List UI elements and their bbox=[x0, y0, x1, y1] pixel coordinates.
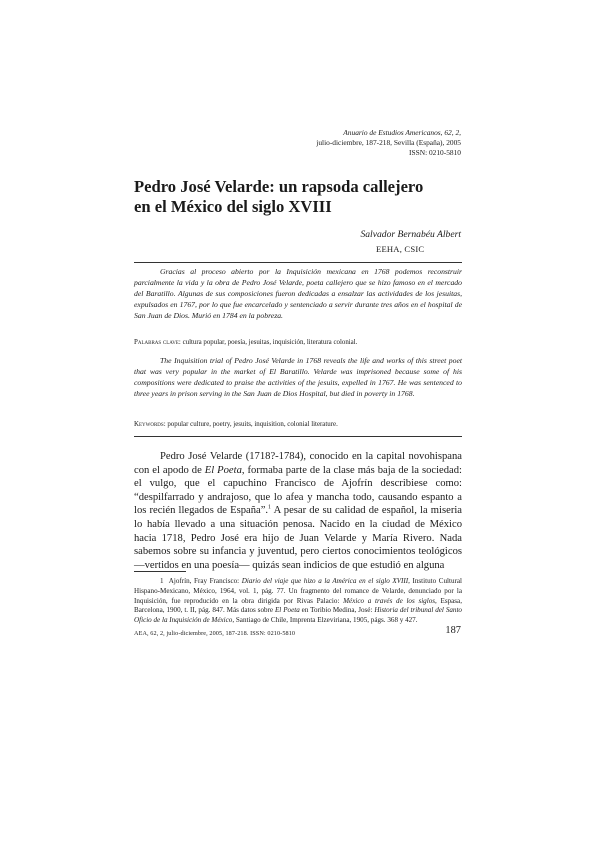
keywords-spanish-text: cultura popular, poesía, jesuitas, inquisición, literatura colonial. bbox=[182, 339, 358, 346]
footnote-text bbox=[134, 577, 462, 626]
keywords-english bbox=[134, 420, 464, 429]
page-number: 187 bbox=[445, 625, 461, 636]
author-affiliation: EEHA, CSIC bbox=[376, 244, 425, 254]
footnote-work-title: Historia del tribunal del Santo Oficio de la Inquisición de México bbox=[134, 606, 462, 625]
abstract-top-divider bbox=[134, 262, 462, 263]
abstract-english bbox=[134, 356, 462, 400]
footnote-work-title: México a través de los siglos bbox=[343, 596, 436, 605]
journal-name-line: Anuario de Estudios Americanos, 62, 2, bbox=[343, 128, 461, 137]
nickname-el-poeta: El Poeta bbox=[204, 464, 242, 476]
running-footer: AEA, 62, 2, julio-diciembre, 2005, 187-218. ISSN: 0210-5810 bbox=[134, 630, 296, 637]
abstract-bottom-divider bbox=[134, 436, 462, 437]
keywords-english-label: Keywords: bbox=[134, 421, 166, 428]
footnote-work-title: El Poeta bbox=[274, 606, 300, 615]
footnote-run: en Toribio Medina, José: bbox=[299, 606, 375, 615]
footnote-run: , Espasa, Barcelona, 1900, t. II, pág. 847. Más datos sobre bbox=[134, 596, 462, 615]
footnote-run: Ajofrín, Fray Francisco: bbox=[168, 577, 242, 585]
footnote-work-title: Diario del viaje que hizo a la América en el siglo XVIII bbox=[241, 577, 409, 585]
author-name: Salvador Bernabéu Albert bbox=[360, 229, 461, 240]
journal-citation bbox=[201, 128, 461, 158]
body-paragraph-1 bbox=[134, 450, 462, 572]
abstract-english-text: The Inquisition trial of Pedro José Velarde in 1768 reveals the life and works of this street poet that was very popular in the market of El Baratillo. Velarde was imprisoned because some of his compositions were dedicated to praise the activities of the jesuits, expelled in 1767. He was sentenced to three years in prison serving in the San Juan de Dios Hospital, but died in poverty in 1768. bbox=[134, 356, 462, 398]
body-text-run: Pedro José Velarde (1718?-1784), conocido en la capital novohispana con el apodo de bbox=[134, 451, 462, 476]
title-line-1: Pedro José Velarde: un rapsoda callejero bbox=[134, 177, 424, 196]
footnote-number: 1 bbox=[160, 577, 164, 585]
article-title bbox=[134, 177, 464, 217]
title-line-2: en el México del siglo XVIII bbox=[134, 197, 332, 216]
footnote-divider bbox=[134, 571, 186, 572]
footnote-run: , Instituto Cultural Hispano-Mexicano, México, 1964, vol. 1, pág. 77. Un fragmento del romance de Velarde, denunciado por la Inquisición, fue reproducido en la obra dirigida por Rivas Palacio: bbox=[134, 577, 463, 605]
footnote-1 bbox=[134, 577, 462, 626]
journal-issue-line: julio-diciembre, 187-218, Sevilla (España), 2005 bbox=[316, 138, 461, 147]
journal-issn-line: ISSN: 0210-5810 bbox=[409, 148, 461, 157]
footnote-reference[interactable]: 1 bbox=[268, 504, 272, 511]
keywords-english-text: popular culture, poetry, jesuits, inquisition, colonial literature. bbox=[167, 421, 338, 428]
keywords-spanish-label: Palabras clave: bbox=[134, 339, 181, 346]
abstract-spanish-text: Gracias al proceso abierto por la Inquisición mexicana en 1768 podemos reconstruir parcialmente la vida y la obra de Pedro José Velarde, poeta callejero que se hizo famoso en el mercado del Baratillo. Algunas de sus composiciones fueron dedicadas a ensalzar las actividades de los jesuitas, expulsados en 1767, por lo que fue encarcelado y sentenciado a servir durante tres años en el hospital de San Juan de Dios. Murió en 1784 en la pobreza. bbox=[134, 267, 462, 320]
body-paragraph bbox=[134, 450, 462, 572]
body-text-run: A pesar de su calidad de español, la miseria lo había llevado a una situación penosa. Nacido en la ciudad de México hacia 1718, Pedro José era hijo de Juan Velarde y María Rivero. Nada sabemos sobre su infancia y juventud, pero ciertos conocimientos teológicos —vertidos en una poesía— quizás sean indicios de que estudió en alguna bbox=[134, 505, 462, 571]
abstract-spanish bbox=[134, 267, 462, 322]
keywords-spanish bbox=[134, 338, 464, 347]
body-text-run: , formaba parte de la clase más baja de la sociedad: el vulgo, que el capuchino Francisco de Ajofrín describiese como: “despilfarrado y andrajoso, que lo afea y mancha todo, causando espanto a los recién llegados de España”. bbox=[134, 464, 462, 517]
footnote-run: , Santiago de Chile, Imprenta Elzeviriana, 1905, págs. 368 y 427. bbox=[232, 616, 418, 625]
